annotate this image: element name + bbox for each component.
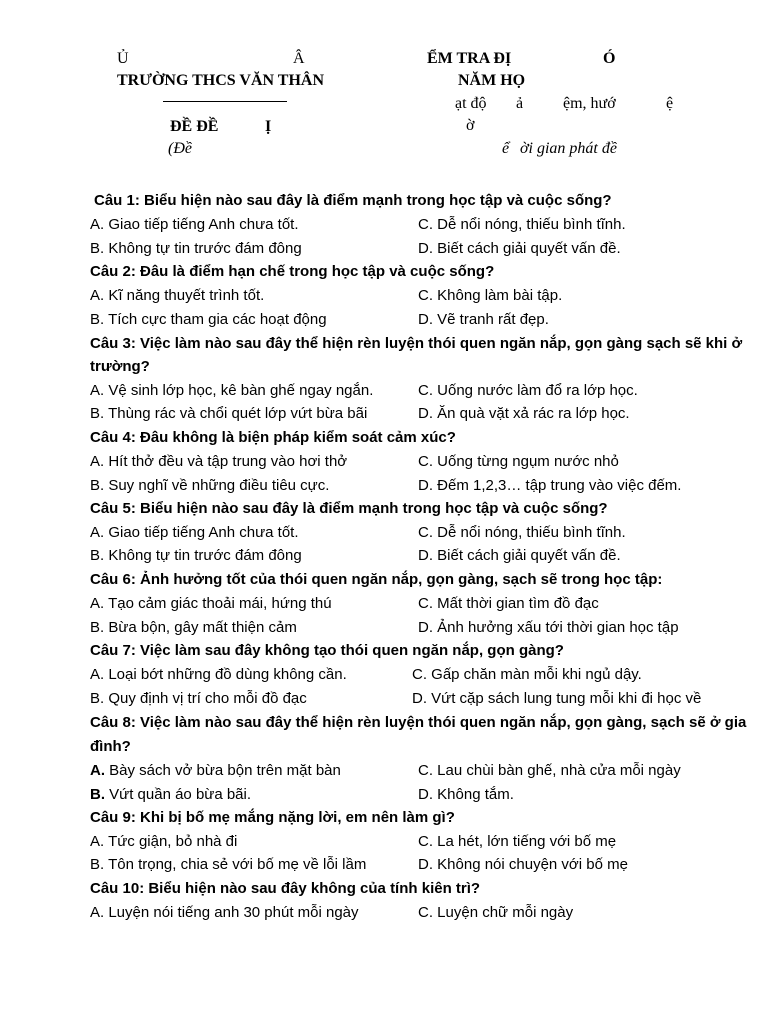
question-9-title: Câu 9: Khi bị bố mẹ mắng nặng lời, em nên làm gì? <box>90 809 455 826</box>
q8-option-a-letter: A. <box>90 762 105 779</box>
q8-option-b <box>90 786 251 804</box>
q9-option-a: A. Tức giận, bỏ nhà đi <box>90 833 238 850</box>
header-fragment: ệm, hướ <box>563 95 616 112</box>
q9-option-b: B. Tôn trọng, chia sẻ với bố mẹ về lỗi lầm <box>90 856 367 873</box>
q4-option-a: A. Hít thở đều và tập trung vào hơi thở <box>90 453 348 470</box>
header-fragment: Ủ <box>117 50 129 67</box>
school-name: TRƯỜNG THCS VĂN THÂN <box>117 72 324 89</box>
header-fragment: ệ <box>666 95 674 112</box>
question-6-title: Câu 6: Ảnh hưởng tốt của thói quen ngăn nắp, gọn gàng, sạch sẽ trong học tập: <box>90 571 663 588</box>
q8-option-a-text: Bày sách vở bừa bộn trên mặt bàn <box>105 762 341 779</box>
q6-option-b: B. Bừa bộn, gây mất thiện cảm <box>90 619 297 636</box>
q3-option-b: B. Thùng rác và chổi quét lớp vứt bừa bãi <box>90 405 368 422</box>
q2-option-c: C. Không làm bài tập. <box>418 287 563 304</box>
question-3-title: Câu 3: Việc làm nào sau đây thể hiện rèn luyện thói quen ngăn nắp, gọn gàng sạch sẽ khi ở <box>90 335 743 352</box>
q1-option-c: C. Dễ nổi nóng, thiếu bình tĩnh. <box>418 216 626 233</box>
q10-option-a: A. Luyện nói tiếng anh 30 phút mỗi ngày <box>90 904 359 921</box>
q8-option-c: C. Lau chùi bàn ghế, nhà cửa mỗi ngày <box>418 762 681 779</box>
q3-option-c: C. Uống nước làm đổ ra lớp học. <box>418 382 638 399</box>
question-7-title: Câu 7: Việc làm sau đây không tạo thói quen ngăn nắp, gọn gàng? <box>90 642 564 659</box>
q3-option-d: D. Ăn quà vặt xả rác ra lớp học. <box>418 405 630 422</box>
question-2-title: Câu 2: Đâu là điểm hạn chế trong học tập và cuộc sống? <box>90 263 495 280</box>
q7-option-c: C. Gấp chăn màn mỗi khi ngủ dậy. <box>412 666 642 683</box>
exam-label: ĐỀ ĐỀ <box>170 118 219 135</box>
right-title-fragment: Ó <box>603 50 616 67</box>
q7-option-b: B. Quy định vị trí cho mỗi đồ đạc <box>90 690 307 707</box>
q7-option-d: D. Vứt cặp sách lung tung mỗi khi đi học về <box>412 690 702 707</box>
q10-option-c: C. Luyện chữ mỗi ngày <box>418 904 574 921</box>
question-5-title: Câu 5: Biểu hiện nào sau đây là điểm mạnh trong học tập và cuộc sống? <box>90 500 608 517</box>
right-title: ỂM TRA ĐỊ <box>427 50 512 67</box>
question-1-title: Câu 1: Biểu hiện nào sau đây là điểm mạnh trong học tập và cuộc sống? <box>94 192 612 209</box>
q6-option-a: A. Tạo cảm giác thoải mái, hứng thú <box>90 595 332 612</box>
q5-option-d: D. Biết cách giải quyết vấn đề. <box>418 547 621 564</box>
q1-option-b: B. Không tự tin trước đám đông <box>90 240 302 257</box>
q2-option-b: B. Tích cực tham gia các hoạt động <box>90 311 327 328</box>
q5-option-c: C. Dễ nổi nóng, thiếu bình tĩnh. <box>418 524 626 541</box>
question-4-title: Câu 4: Đâu không là biện pháp kiểm soát cảm xúc? <box>90 429 456 446</box>
header-fragment: ạt độ <box>455 95 487 112</box>
q2-option-a: A. Kĩ năng thuyết trình tốt. <box>90 287 265 304</box>
q2-option-d: D. Vẽ tranh rất đẹp. <box>418 311 549 328</box>
q8-option-d: D. Không tắm. <box>418 786 514 803</box>
question-3-title-cont: trường? <box>90 358 150 375</box>
q9-option-c: C. La hét, lớn tiếng với bố mẹ <box>418 833 617 850</box>
q5-option-b: B. Không tự tin trước đám đông <box>90 547 302 564</box>
q1-option-a: A. Giao tiếp tiếng Anh chưa tốt. <box>90 216 299 233</box>
q8-option-a <box>90 762 341 780</box>
q4-option-c: C. Uống từng ngụm nước nhỏ <box>418 453 619 470</box>
question-10-title: Câu 10: Biểu hiện nào sau đây không của tính kiên trì? <box>90 880 481 897</box>
exam-label-tail: Ị <box>265 118 272 135</box>
q5-option-a: A. Giao tiếp tiếng Anh chưa tốt. <box>90 524 299 541</box>
question-8-title-cont: đình? <box>90 738 131 755</box>
note-left: (Đề <box>168 140 192 157</box>
header-fragment: ả <box>516 95 524 112</box>
q3-option-a: A. Vệ sinh lớp học, kê bàn ghế ngay ngắn. <box>90 382 374 399</box>
school-year: NĂM HỌ <box>458 72 526 89</box>
header-divider <box>163 101 287 102</box>
q4-option-b: B. Suy nghĩ về những điều tiêu cực. <box>90 477 330 494</box>
q8-option-b-text: Vứt quần áo bừa bãi. <box>105 786 252 803</box>
header-fragment: ể <box>502 140 510 157</box>
header-fragment: ời gian phát đề <box>520 140 617 157</box>
q7-option-a: A. Loại bớt những đồ dùng không cần. <box>90 666 347 683</box>
q6-option-c: C. Mất thời gian tìm đồ đạc <box>418 595 599 612</box>
header-fragment: Â <box>293 50 305 67</box>
q4-option-d: D. Đếm 1,2,3… tập trung vào việc đếm. <box>418 477 682 494</box>
q6-option-d: D. Ảnh hưởng xấu tới thời gian học tập <box>418 619 679 636</box>
q1-option-d: D. Biết cách giải quyết vấn đề. <box>418 240 621 257</box>
q8-option-b-letter: B. <box>90 786 105 803</box>
header-fragment: ờ <box>466 117 475 134</box>
question-8-title: Câu 8: Việc làm nào sau đây thể hiện rèn luyện thói quen ngăn nắp, gọn gàng, sạch sẽ ở gia <box>90 714 747 731</box>
q9-option-d: D. Không nói chuyện với bố mẹ <box>418 856 628 873</box>
